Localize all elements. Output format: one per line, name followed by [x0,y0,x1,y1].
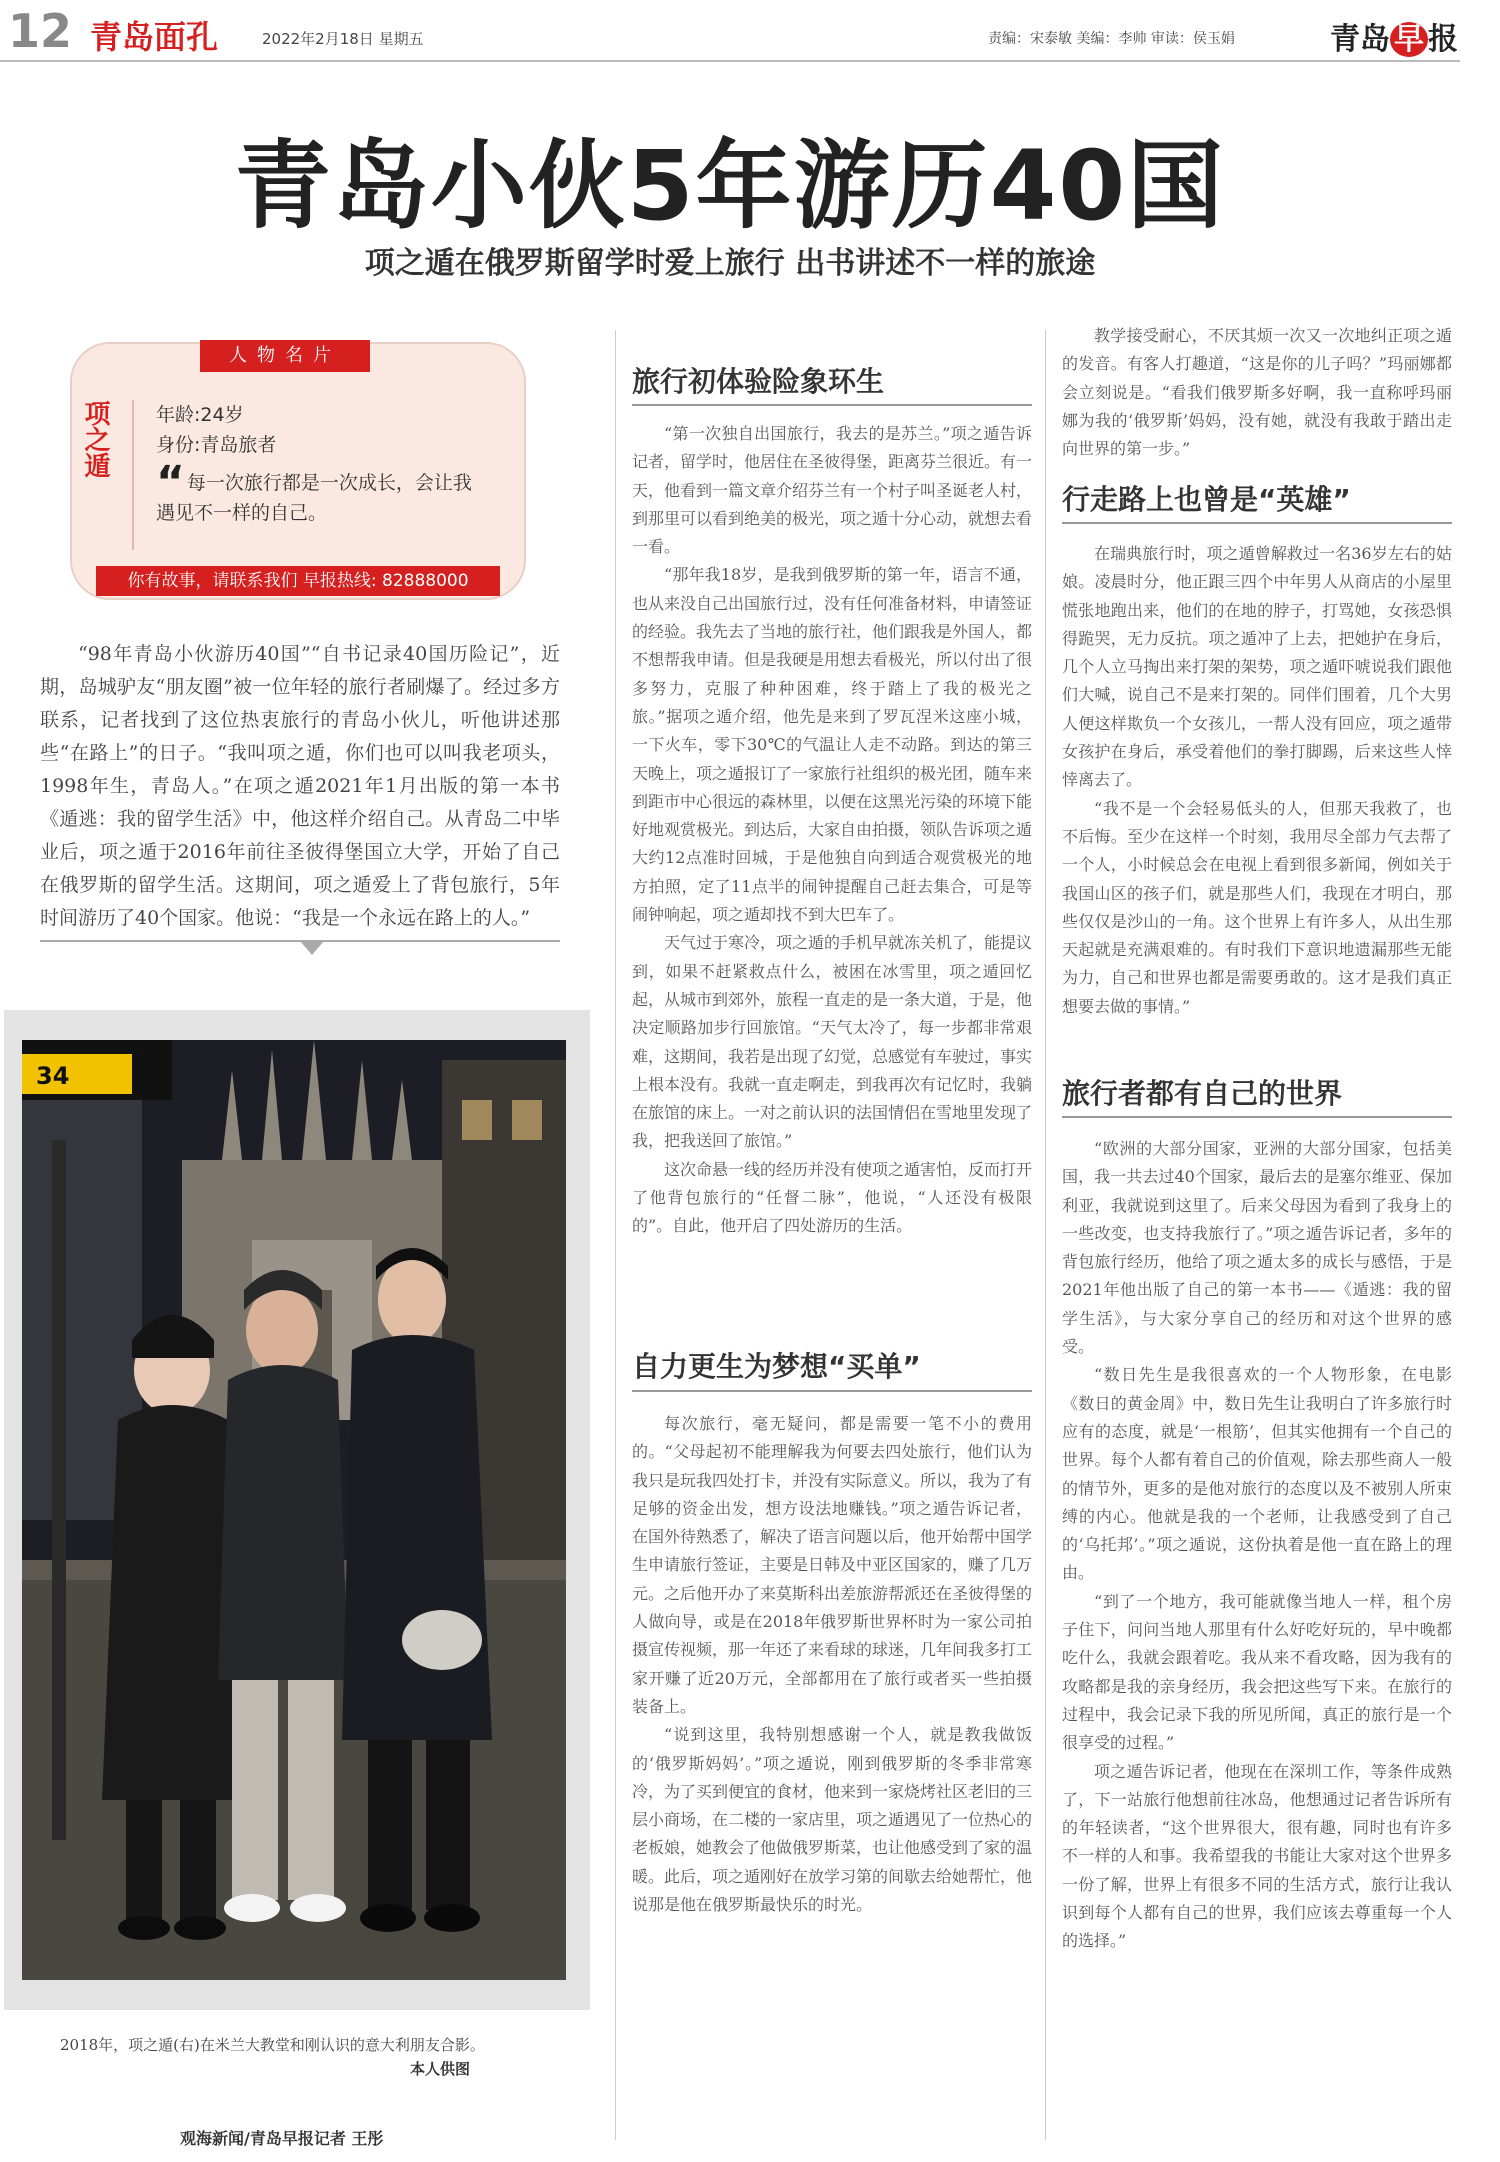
profile-tag: 人物名片 [200,340,370,372]
reporter-credit: 观海新闻/青岛早报记者 王彤 [180,2129,384,2148]
section-body [1062,540,1452,1040]
paragraph: “到了一个地方，我可能就像当地人一样，租个房子住下，问问当地人那里有什么好吃好玩的，早中晚都吃什么，我就会跟着吃。我从来不看攻略，因为我有的攻略都是我的亲身经历，我会把这些写下来。在旅行的过程中，我会记录下我的所见所闻，真正的旅行是一个很享受的过程。” [1062,1591,1452,1753]
paragraph: “我不是一个会轻易低头的人，但那天我救了，也不后悔。至少在这样一个时刻，我用尽全部力气去帮了一个人，小时候总会在电视上看到很多新闻，例如关于我国山区的孩子们，就是那些人们，我现在才明白，那些仅仅是沙山的一角。这个世界上有许多人，从出生那天起就是充满艰难的。有时我们下意识地遗漏那些无能为力，自己和世界也都是需要勇敢的。这才是我们真正想要去做的事情。” [1062,798,1452,1016]
paragraph: 天气过于寒冷，项之遁的手机早就冻关机了，能提议到，如果不赶紧救点什么，被困在冰雪里，项之遁回忆起，从城市到郊外，旅程一直走的是一条大道，于是，他决定顺路加步行回旅馆。“天气太冷了，每一步都非常艰难，这期间，我若是出现了幻觉，总感觉有车驶过，事实上根本没有。我就一直走啊走，到我再次有记忆时，我躺在旅馆的床上。一对之前认识的法国情侣在雪地里发现了我，把我送回了旅馆。” [632,933,1033,1151]
section-rule [1062,1116,1452,1118]
editors-credit: 责编：宋泰敏 美编：李帅 审读：侯玉娟 [988,31,1235,47]
news-tip-bar: 你有故事，请联系我们 早报热线: 82888000 [96,566,500,596]
section-name: 青岛面孔 [90,18,219,56]
section-body [1062,1135,1452,2150]
brand-part-c: 报 [1428,22,1458,57]
profile-name: 项之遁 [80,400,110,478]
section-title: 旅行者都有自己的世界 [1062,1077,1343,1110]
carryover-text [1062,322,1452,459]
section-rule [632,404,1032,406]
section-title: 旅行初体验险象环生 [632,365,885,398]
page-number: 12 [8,4,73,58]
article-headline: 青岛小伙5年游历40国 [234,130,1226,242]
section-rule [632,1390,1032,1392]
paragraph: 教学接受耐心，不厌其烦一次又一次地纠正项之遁的发音。有客人打趣道，“这是你的儿子吗？”玛丽娜都会立刻说是。“看我们俄罗斯多好啊，我一直称呼玛丽娜为我的‘俄罗斯’妈妈，没有她，就没有我敢于踏出走向世界的第一步。” [1062,326,1452,459]
section-body [632,420,1032,1290]
section-body [632,1410,1032,2150]
page-header [0,0,1460,62]
paragraph: “数日先生是我很喜欢的一个人物形象，在电影《数日的黄金周》中，数日先生让我明白了许多旅行时应有的态度，就是‘一根筋’，但其实他拥有一个自己的世界。每个人都有着自己的价值观，除去那些商人一般的情节外，更多的是他对旅行的态度以及不被别人所束缚的内心。他就是我的一个老师，让我感受到了自己的‘乌托邦’。”项之遁说，这份执着是他一直在路上的理由。 [1062,1365,1452,1583]
newspaper-logo [1330,14,1458,58]
section-title: 行走路上也曾是“英雄” [1062,483,1351,516]
photo-credit: 本人供图 [410,2060,471,2078]
paragraph: 这次命悬一线的经历并没有使项之遁害怕，反而打开了他背包旅行的“任督二脉”，他说，“人还没有极限的”。自此，他开启了四处游历的生活。 [632,1159,1033,1236]
photo-caption: 2018年，项之遁(右)在米兰大教堂和刚认识的意大利朋友合影。 [60,2036,485,2054]
paragraph: “欧洲的大部分国家，亚洲的大部分国家，包括美国，我一共去过40个国家，最后去的是塞尔维亚、保加利亚，我就说到这里了。后来父母因为看到了我身上的一些改变，也支持我旅行了。”项之遁告诉记者，多年的背包旅行经历，他给了项之遁太多的成长与感悟，于是2021年他出版了自己的第一本书——《遁逃：我的留学生活》，与大家分享自己的经历和对这个世界的感受。 [1062,1139,1452,1357]
issue-date: 2022年2月18日 星期五 [262,30,424,48]
profile-divider [132,400,134,550]
paragraph: 在瑞典旅行时，项之遁曾解救过一名36岁左右的姑娘。凌晨时分，他正跟三四个中年男人从商店的小屋里慌张地跑出来，他们的在地的脖子，打骂她，女孩恐惧得跪哭，无力反抗。项之遁冲了上去，把她护在身后，几个人立马掏出来打架的架势，项之遁吓唬说我们跟他们大喊，说自己不是来打架的。同伴们围着，几个大男人便这样欺负一个女孩儿，一帮人没有回应，项之遁带女孩护在身后，承受着他们的拳打脚踢，后来这些人悻悻离去了。 [1062,544,1452,790]
paragraph: 每次旅行，毫无疑问，都是需要一笔不小的费用的。“父母起初不能理解我为何要去四处旅行，他们认为我只是玩我四处打卡，并没有实际意义。所以，我为了有足够的资金出发，想方设法地赚钱。”项之遁告诉记者，在国外待熟悉了，解决了语言问题以后，他开始帮中国学生申请旅行签证，主要是日韩及中亚区国家的，赚了几万元。之后他开办了来莫斯科出差旅游帮派还在圣彼得堡的人做向导，或是在2018年俄罗斯世界杯时为一家公司拍摄宣传视频，那一年还了来看球的球迷，几年间我多打工家开赚了近20万元，全部都用在了旅行或者买一些拍摄装备上。 [632,1414,1033,1716]
profile-quote [156,457,486,528]
profile-age: 年龄:24岁 [156,404,244,426]
brand-part-b: 早 [1390,22,1428,57]
profile-identity: 身份:青岛旅者 [156,434,277,456]
profile-quote-text: 每一次旅行都是一次成长，会让我遇见不一样的自己。 [156,472,472,524]
column-divider [1045,330,1046,2140]
photo-illustration [22,1040,566,1980]
quote-mark-icon: “ [156,457,185,508]
paragraph: “第一次独自出国旅行，我去的是苏兰。”项之遁告诉记者，留学时，他居住在圣彼得堡，距离芬兰很近。有一天，他看到一篇文章介绍芬兰有一个村子叫圣诞老人村，到那里可以看到绝美的极光，项之遁十分心动，就想去看一看。 [632,424,1033,557]
sign-number: 34 [36,1062,70,1090]
column-divider [615,330,616,2140]
brand-part-a: 青岛 [1330,22,1390,57]
section-rule [1062,522,1452,524]
section-title: 自力更生为梦想“买单” [632,1350,921,1383]
paragraph: “说到这里，我特别想感谢一个人，就是教我做饭的‘俄罗斯妈妈’。”项之遁说，刚到俄罗斯的冬季非常寒冷，为了买到便宜的食材，他来到一家烧烤社区老旧的三层小商场，在二楼的一家店里，项之遁遇见了一位热心的老板娘，她教会了他做俄罗斯菜，也让他感受到了家的温暖。此后，项之遁刚好在放学习第的间歇去给她帮忙，他说那是他在俄罗斯最快乐的时光。 [632,1725,1033,1915]
article-photo [22,1040,566,1980]
intro-paragraph: “98年青岛小伙游历40国”“自书记录40国历险记”，近期，岛城驴友“朋友圈”被一位年轻的旅行者刷爆了。经过多方联系，记者找到了这位热衷旅行的青岛小伙儿，听他讲述那些“在路上”的日子。“我叫项之遁，你们也可以叫我老项头，1998年生，青岛人。”在项之遁2021年1月出版的第一本书《遁逃：我的留学生活》中，他这样介绍自己。从青岛二中毕业后，项之遁于2016年前往圣彼得堡国立大学，开始了自己在俄罗斯的留学生活。这期间，项之遁爱上了背包旅行，5年时间游历了40个国家。他说：“我是一个永远在路上的人。” [40,643,560,929]
paragraph: “那年我18岁，是我到俄罗斯的第一年，语言不通，也从来没自己出国旅行过，没有任何准备材料，申请签证的经验。我先去了当地的旅行社，他们跟我是外国人，都不想帮我申请。但是我硬是用想去看极光，所以付出了很多努力，克服了种种困难，终于踏上了我的极光之旅。”据项之遁介绍，他先是来到了罗瓦涅米这座小城，一下火车，零下30℃的气温让人走不动路。到达的第三天晚上，项之遁报订了一家旅行社组织的极光团，随车来到距市中心很远的森林里，以便在这黑光污染的环境下能好地观赏极光。到达后，大家自由拍摄，领队告诉项之遁大约12点准时回城，于是他独自向到适合观赏极光的地方拍照，定了11点半的闹钟提醒自己赶去集合，可是等闹钟响起，项之遁却找不到大巴车了。 [632,565,1033,925]
caret-down-icon [300,941,324,955]
paragraph: 项之遁告诉记者，他现在在深圳工作，等条件成熟了，下一站旅行他想前往冰岛，他想通过记者告诉所有的年轻读者，“这个世界很大，很有趣，同时也有许多不一样的人和事。我希望我的书能让大家对这个世界多一份了解，世界上有很多不同的生活方式，旅行让我认识到每个人都有自己的世界，我们应该去尊重每一个人的选择。” [1062,1761,1452,1951]
article-subhead: 项之遁在俄罗斯留学时爱上旅行 出书讲述不一样的旅途 [364,246,1096,281]
